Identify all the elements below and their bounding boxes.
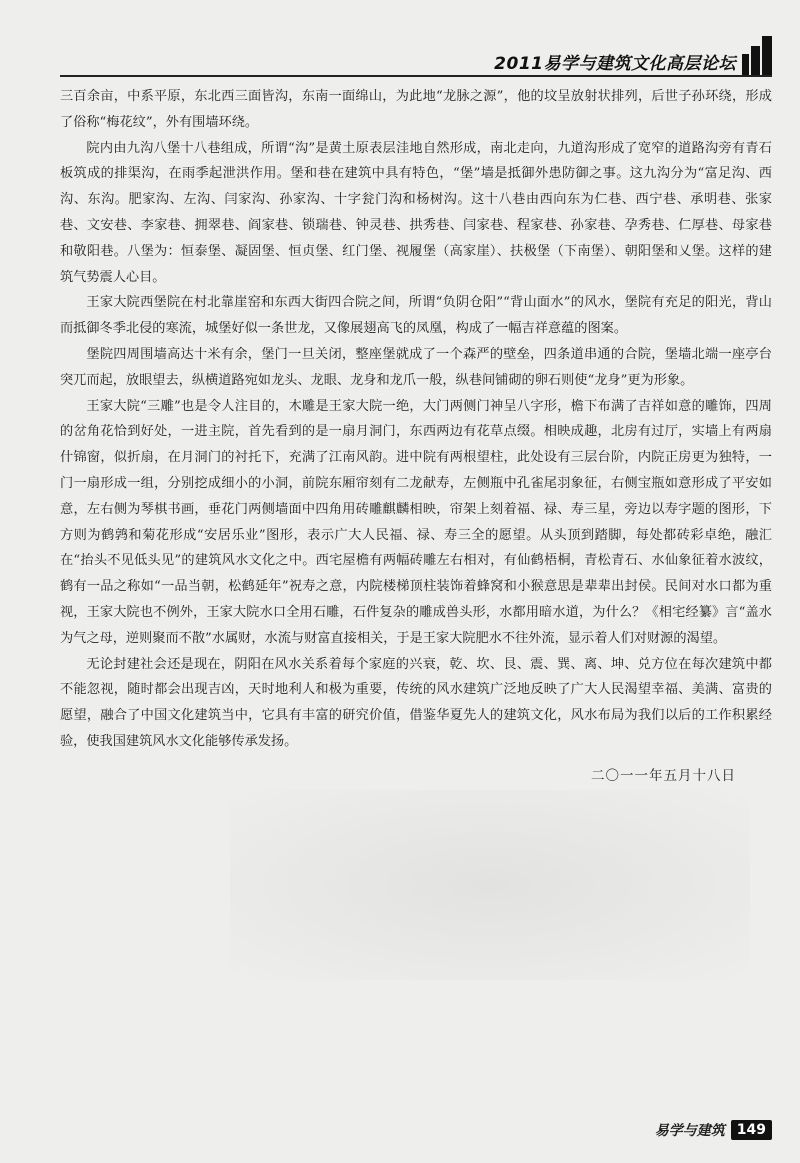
article-body (60, 84, 772, 755)
paragraph-1: 三百余亩，中系平原，东北西三面皆沟，东南一面绵山，为此地“龙脉之源”，他的坟呈放射状排列，后世子孙环绕，形成了俗称“梅花纹”，外有围墙环绕。 (60, 89, 772, 130)
paragraph-4: 堡院四周围墙高达十米有余，堡门一旦关闭，整座堡就成了一个森严的壁垒，四条道串通的合院，堡墙北端一座亭台突兀而起，放眼望去，纵横道路宛如龙头、龙眼、龙身和龙爪一般，纵巷间铺砌的卵石则使“龙身”更为形象。 (60, 346, 772, 388)
paragraph-3: 王家大院西堡院在村北靠崖窑和东西大街四合院之间，所谓“负阴仓阳”“背山面水”的风水，堡院有充足的阳光，背山而抵御冬季北侵的寒流，城堡好似一条世龙，又像展翅高飞的凤凰，构成了一幅吉祥意蕴的图案。 (60, 295, 772, 337)
paragraph-2: 院内由九沟八堡十八巷组成，所谓“沟”是黄土原表层洼地自然形成，南北走向，九道沟形成了宽窄的道路沟旁有青石板筑成的排渠沟，在雨季起泄洪作用。堡和巷在建筑中具有特色，“堡”墙是抵御外患防御之事。这九沟分为“富足沟、西沟、东沟。肥家沟、左沟、闫家沟、孙家沟、十字瓮门沟和杨树沟。这十八巷由西向东为仁巷、西宁巷、承明巷、张家巷、文安巷、李家巷、拥翠巷、阎家巷、锁瑞巷、钟灵巷、拱秀巷、闫家巷、程家巷、孙家巷、孕秀巷、仁厚巷、母家巷和敬阳巷。八堡为：恒泰堡、凝固堡、恒贞堡、红门堡、视履堡（高家崖）、扶极堡（下南堡）、朝阳堡和乂堡。这样的建筑气势震人心目。 (60, 140, 772, 285)
running-footer (655, 1120, 772, 1140)
header-rule (60, 75, 772, 77)
paragraph-6: 无论封建社会还是现在，阴阳在风水关系着每个家庭的兴衰，乾、坎、艮、震、巽、离、坤、兑方位在每次建筑中都不能忽视，随时都会出现吉凶，天时地利人和极为重要，传统的风水建筑广泛地反映了广大人民渴望幸福、美满、富贵的愿望，融合了中国文化建筑当中，它具有丰富的研究价值，借鉴华夏先人的建筑文化，风水布局为我们以后的工作积累经验，使我国建筑风水文化能够传承发扬。 (60, 656, 772, 749)
running-header (494, 36, 772, 76)
bleed-through-shadow (230, 790, 750, 980)
footer-journal-name: 易学与建筑 (654, 1123, 725, 1139)
dateline: 二〇一一年五月十八日 (591, 768, 736, 784)
page-number: 149 (731, 1120, 772, 1140)
header-bars-ornament (740, 36, 772, 76)
header-title: 2011易学与建筑文化高层论坛 (494, 54, 736, 74)
paragraph-5: 王家大院“三雕”也是令人注目的，木雕是王家大院一绝，大门两侧门神呈八字形，檐下布满了吉祥如意的雕饰，四周的岔角花恰到好处，一进主院，首先看到的是一扇月洞门，东西两边有花草点缀。相映成趣，北房有过厅，实墙上有两扇什锦窗，似折扇，在月洞门的衬托下，充满了江南风韵。进中院有两根望柱，此处设有三层台阶，内院正房更为独特，一门一扇形成一组，分别挖成细小的小洞，前院东厢帘刻有二龙献寿，左侧瓶中孔雀尾羽象征，右侧宝瓶如意形成了平安如意，左右侧为琴棋书画，垂花门两侧墙面中四角用砖雕麒麟相映，帘架上刻着福、禄、寿三星，旁边以寿字题的图形，下方则为鹤鹑和菊花形成“安居乐业”图形，表示广大人民福、禄、寿三全的愿望。从头顶到踏脚，每处都砖彩卓绝，融汇在“抬头不见低头见”的建筑风水文化之中。西宅屋檐有两幅砖雕左右相对，有仙鹤梧桐，青松青石、水仙象征着水波纹，鹤有一品之称如“一品当朝，松鹤延年”祝寿之意，内院楼梯顶柱装饰着蜂窝和小猴意思是辈辈出封侯。民间对水口都为重视，王家大院也不例外，王家大院水口全用石雕，石件复杂的雕成兽头形，水都用暗水道，为什么？《相宅经纂》言“盖水为气之母，逆则聚而不散”水属财，水流与财富直接相关，于是王家大院肥水不往外流，显示着人们对财源的渴望。 (60, 398, 772, 646)
